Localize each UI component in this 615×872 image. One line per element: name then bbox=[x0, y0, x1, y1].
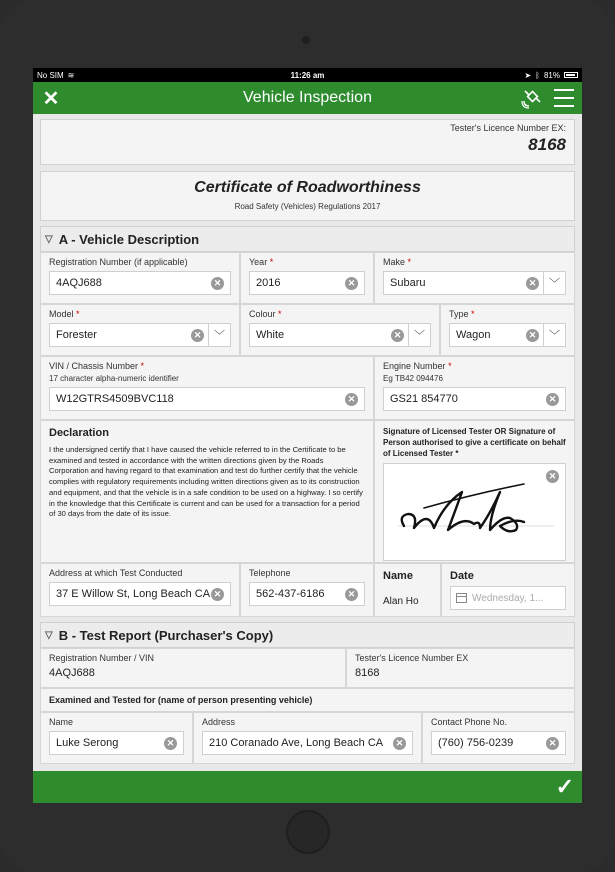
close-button[interactable] bbox=[39, 86, 63, 110]
model-cell bbox=[40, 304, 240, 356]
close-icon: ✕ bbox=[42, 87, 60, 110]
bluetooth-icon: ᛒ bbox=[535, 70, 540, 80]
registration-input[interactable] bbox=[49, 271, 231, 295]
telephone-input[interactable] bbox=[249, 582, 365, 606]
certificate-title: Certificate of Roadworthiness bbox=[194, 179, 421, 196]
declaration-cell bbox=[40, 420, 374, 563]
engine-hint: Eg TB42 094476 bbox=[383, 374, 443, 383]
make-cell bbox=[374, 252, 575, 304]
name-cell bbox=[374, 563, 441, 617]
date-input[interactable] bbox=[450, 586, 566, 610]
type-cell bbox=[440, 304, 575, 356]
engine-value: GS21 854770 bbox=[390, 393, 458, 405]
telephone-value: 562-437-6186 bbox=[256, 588, 325, 600]
b-name-label: Name bbox=[49, 717, 74, 727]
form-content[interactable] bbox=[33, 114, 582, 771]
b-licence-cell bbox=[346, 648, 575, 688]
clear-icon[interactable]: ✕ bbox=[526, 329, 539, 342]
clear-icon[interactable]: ✕ bbox=[345, 277, 358, 290]
b-name-cell bbox=[40, 712, 193, 764]
vin-label: VIN / Chassis Number * bbox=[49, 361, 145, 371]
clear-icon[interactable]: ✕ bbox=[211, 588, 224, 601]
home-button[interactable] bbox=[286, 810, 330, 854]
chevron-down-icon[interactable]: ﹀ bbox=[208, 323, 230, 347]
year-input[interactable] bbox=[249, 271, 365, 295]
telephone-cell bbox=[240, 563, 374, 617]
address-input[interactable] bbox=[49, 582, 231, 606]
section-b-title: B - Test Report (Purchaser's Copy) bbox=[58, 627, 274, 643]
colour-value: White bbox=[256, 329, 285, 341]
section-b-header[interactable] bbox=[40, 622, 575, 648]
model-label: Model * bbox=[49, 309, 80, 319]
clear-signature-icon[interactable]: ✕ bbox=[546, 470, 559, 483]
vin-hint: 17 character alpha-numeric identifier bbox=[49, 374, 179, 383]
submit-button[interactable] bbox=[556, 774, 574, 800]
b-licence-value: 8168 bbox=[355, 667, 380, 679]
engine-input[interactable] bbox=[383, 387, 566, 411]
menu-button[interactable] bbox=[552, 86, 576, 110]
name-value: Alan Ho bbox=[383, 596, 419, 607]
b-address-label: Address bbox=[202, 717, 236, 727]
year-label: Year * bbox=[249, 257, 274, 267]
status-time: 11:26 am bbox=[290, 70, 325, 80]
date-cell bbox=[441, 563, 575, 617]
chevron-down-icon[interactable]: ﹀ bbox=[408, 323, 430, 347]
nav-bar bbox=[33, 82, 582, 114]
chevron-down-icon[interactable]: ﹀ bbox=[543, 323, 565, 347]
clear-icon[interactable]: ✕ bbox=[345, 393, 358, 406]
battery-icon bbox=[564, 72, 578, 78]
type-value: Wagon bbox=[456, 329, 491, 341]
examined-label: Examined and Tested for (name of person presenting vehicle) bbox=[49, 695, 313, 705]
signature-label: Signature of Licensed Tester OR Signature of Person authorised to give a certificate on behalf of Licensed Tester * bbox=[383, 427, 566, 458]
certificate-header bbox=[40, 171, 575, 221]
status-bar bbox=[33, 68, 582, 82]
declaration-title: Declaration bbox=[49, 427, 109, 439]
satellite-icon bbox=[521, 87, 543, 109]
collapse-triangle-icon: ▽ bbox=[45, 233, 53, 245]
make-select[interactable] bbox=[383, 271, 566, 295]
b-phone-value: (760) 756-0239 bbox=[438, 737, 514, 749]
colour-cell bbox=[240, 304, 440, 356]
make-label: Make * bbox=[383, 257, 412, 267]
type-label: Type * bbox=[449, 309, 475, 319]
colour-label: Colour * bbox=[249, 309, 282, 319]
declaration-text: I the undersigned certify that I have caused the vehicle referred to in the Certificate to be examined and tested in accordance with the written directions given by the Roads Corporation and having regard to that examination and test do further certify that the vehicle complies with regulatory requirements including written directions given as to its construction and equipment, and that the vehicle is in a safe condition to be used on a highway. I so certify in the knowledge that this Certificate is current and can be used for a transaction for a period of 30 days from the date of its issue. bbox=[49, 445, 363, 519]
signature-drawing bbox=[384, 464, 564, 560]
b-name-input[interactable] bbox=[49, 731, 184, 755]
clear-icon[interactable]: ✕ bbox=[546, 737, 559, 750]
location-icon: ➤ bbox=[524, 70, 532, 80]
page-title: Vehicle Inspection bbox=[243, 89, 372, 106]
address-value: 37 E Willow St, Long Beach CA bbox=[56, 588, 211, 600]
reg-vin-cell bbox=[40, 648, 346, 688]
registration-value: 4AQJ688 bbox=[56, 277, 102, 289]
model-select[interactable] bbox=[49, 323, 231, 347]
wifi-icon: ≋ bbox=[67, 70, 75, 80]
type-select[interactable] bbox=[449, 323, 566, 347]
screen bbox=[33, 68, 582, 803]
colour-select[interactable] bbox=[249, 323, 431, 347]
reg-vin-label: Registration Number / VIN bbox=[49, 653, 155, 663]
name-label: Name bbox=[383, 570, 413, 582]
licence-number: 8168 bbox=[528, 135, 566, 154]
front-camera bbox=[302, 36, 310, 44]
clear-icon[interactable]: ✕ bbox=[345, 588, 358, 601]
signature-pad[interactable] bbox=[383, 463, 566, 561]
menu-icon bbox=[554, 89, 574, 107]
make-value: Subaru bbox=[390, 277, 426, 289]
clear-icon[interactable]: ✕ bbox=[164, 737, 177, 750]
chevron-down-icon[interactable]: ﹀ bbox=[543, 271, 565, 295]
address-cell bbox=[40, 563, 240, 617]
address-label: Address at which Test Conducted bbox=[49, 568, 183, 578]
reg-vin-value: 4AQJ688 bbox=[49, 667, 95, 679]
battery-percent: 81% bbox=[543, 70, 560, 80]
b-phone-label: Contact Phone No. bbox=[431, 717, 508, 727]
licence-header bbox=[40, 119, 575, 165]
registration-cell bbox=[40, 252, 240, 304]
b-phone-cell bbox=[422, 712, 575, 764]
engine-cell bbox=[374, 356, 575, 420]
telephone-label: Telephone bbox=[249, 568, 291, 578]
checkmark-icon: ✓ bbox=[555, 774, 574, 799]
b-name-value: Luke Serong bbox=[56, 737, 119, 749]
vin-value: W12GTRS4509BVC118 bbox=[56, 393, 174, 405]
b-address-input[interactable] bbox=[202, 731, 413, 755]
collapse-triangle-icon: ▽ bbox=[45, 629, 53, 641]
examined-cell bbox=[40, 688, 575, 712]
footer-bar bbox=[33, 771, 582, 803]
gps-button[interactable] bbox=[520, 86, 544, 110]
vin-cell bbox=[40, 356, 374, 420]
section-a-title: A - Vehicle Description bbox=[58, 231, 200, 247]
clear-icon[interactable]: ✕ bbox=[546, 393, 559, 406]
engine-label: Engine Number * bbox=[383, 361, 452, 371]
year-cell bbox=[240, 252, 374, 304]
b-address-value: 210 Coranado Ave, Long Beach CA bbox=[209, 737, 384, 749]
section-a-header[interactable] bbox=[40, 226, 575, 252]
registration-label: Registration Number (if applicable) bbox=[49, 257, 188, 267]
b-address-cell bbox=[193, 712, 422, 764]
model-value: Forester bbox=[56, 329, 97, 341]
clear-icon[interactable]: ✕ bbox=[211, 277, 224, 290]
year-value: 2016 bbox=[256, 277, 281, 289]
signature-cell bbox=[374, 420, 575, 563]
date-label: Date bbox=[450, 570, 474, 582]
clear-icon[interactable]: ✕ bbox=[391, 329, 404, 342]
b-licence-label: Tester's Licence Number EX bbox=[355, 653, 469, 663]
carrier-label: No SIM bbox=[37, 70, 64, 80]
vin-input[interactable] bbox=[49, 387, 365, 411]
calendar-icon bbox=[456, 593, 467, 603]
licence-label: Tester's Licence Number EX: bbox=[450, 123, 566, 133]
b-phone-input[interactable] bbox=[431, 731, 566, 755]
clear-icon[interactable]: ✕ bbox=[393, 737, 406, 750]
clear-icon[interactable]: ✕ bbox=[526, 277, 539, 290]
certificate-subtitle: Road Safety (Vehicles) Regulations 2017 bbox=[234, 202, 381, 211]
clear-icon[interactable]: ✕ bbox=[191, 329, 204, 342]
date-placeholder: Wednesday, 1... bbox=[472, 592, 544, 604]
